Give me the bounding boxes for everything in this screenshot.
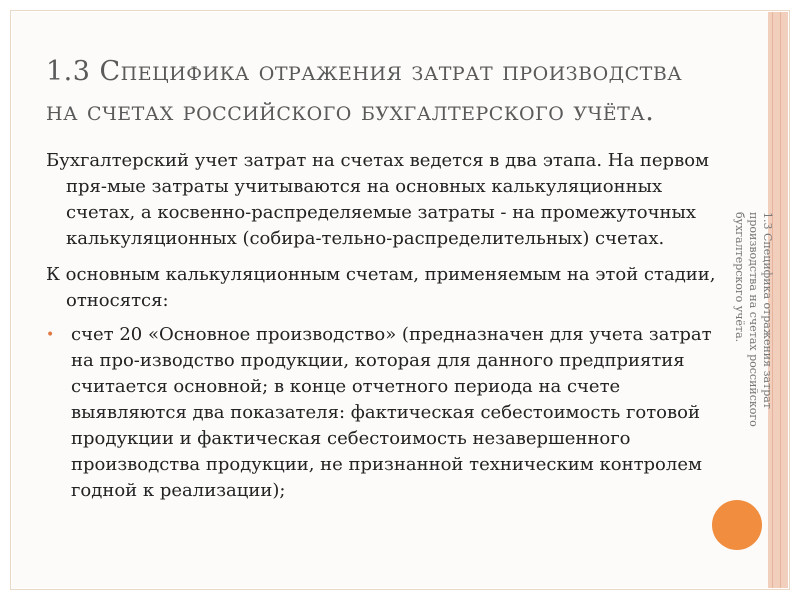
paragraph: Бухгалтерский учет затрат на счетах ведется в два этапа. На первом пря-мые затраты учитываются на основных калькуляционных счетах, а косвенно-распределяемые затраты - на промежуточных калькуляционных (собира-тельно-распределительных) счетах. — [46, 150, 710, 249]
vertical-footer-text: 1.3 Специфика отражения затрат производства на счетах российского бухгалтерского учёта. — [733, 212, 774, 427]
paragraph: К основным калькуляционным счетам, применяемым на этой стадии, относятся: — [46, 264, 716, 311]
slide-body — [46, 148, 716, 504]
accent-circle — [712, 500, 762, 550]
bullet-item — [46, 322, 716, 504]
vertical-footer — [726, 212, 774, 452]
bullet-icon: • — [46, 327, 55, 343]
slide-title: 1.3 Специфика отражения затрат производства на счетах российского бухгалтерского учёта. — [46, 56, 683, 127]
bullet-text: счет 20 «Основное производство» (предназначен для учета затрат на про-изводство продукции, которая для данного предприятия считается основной; в конце отчетного периода на счете выявляются два показателя: фактическая себестоимость готовой продукции и фактическая себестоимость незавершенного производства продукции, не признанной техническим контролем годной к реализации); — [71, 324, 712, 501]
right-decor-line — [780, 12, 781, 588]
